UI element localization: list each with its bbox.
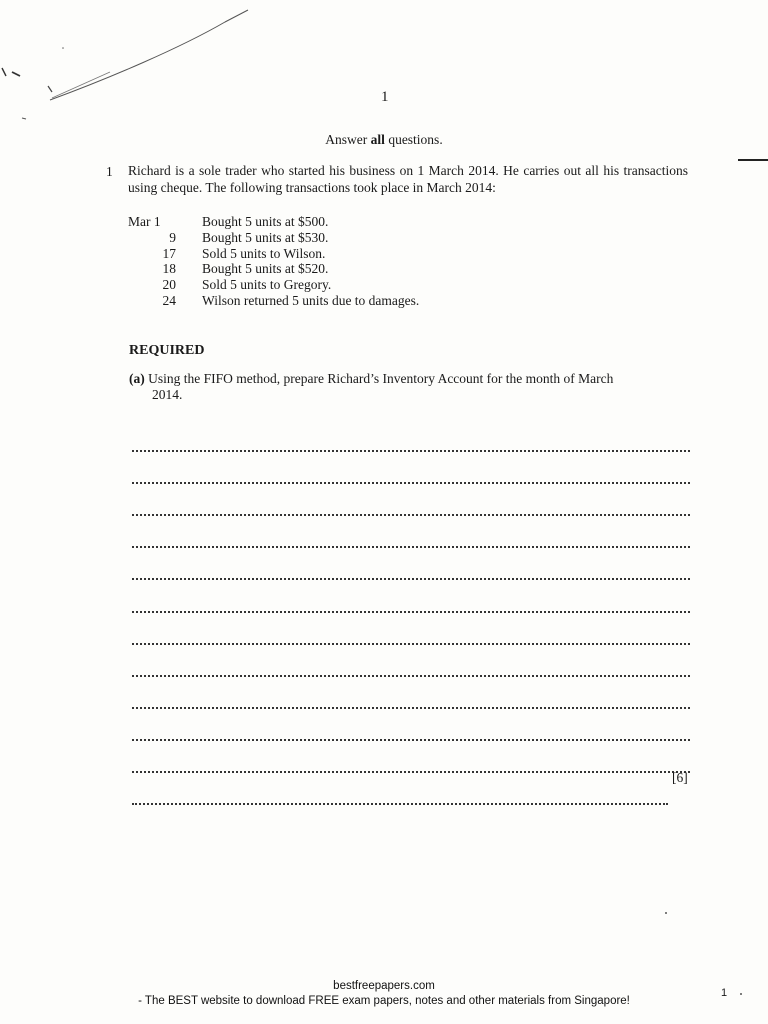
instruction-bold: all — [370, 132, 385, 147]
instruction — [0, 132, 768, 148]
transaction-date: Mar 1 — [128, 214, 161, 229]
pen-tick — [12, 72, 20, 76]
transaction-description: Bought 5 units at $530. — [202, 229, 329, 245]
footer-site: bestfreepapers.com — [333, 980, 435, 992]
transaction-row — [128, 277, 332, 293]
part-a-text-line1: Using the FIFO method, prepare Richard’s Inventory Account for the month of March — [148, 371, 614, 386]
question-number: 1 — [106, 164, 113, 179]
answer-line[interactable] — [132, 420, 690, 452]
answer-line[interactable] — [132, 645, 690, 677]
transaction-description: Sold 5 units to Wilson. — [202, 245, 326, 261]
transaction-date: 17 — [162, 245, 176, 261]
pen-tick — [48, 86, 52, 92]
answer-line[interactable] — [132, 677, 690, 709]
transaction-list — [128, 214, 420, 309]
pen-tick — [22, 118, 26, 119]
answer-line[interactable] — [132, 773, 668, 805]
transaction-date: 20 — [162, 277, 176, 293]
page-number: 1 — [381, 89, 389, 105]
margin-dash — [738, 159, 768, 161]
answer-line[interactable] — [132, 580, 690, 612]
answer-line[interactable] — [132, 741, 690, 773]
pen-stroke — [52, 72, 110, 98]
answer-line[interactable] — [132, 484, 690, 516]
transaction-row — [128, 229, 329, 246]
answer-line[interactable] — [132, 709, 690, 741]
footer-page-number: 1 — [721, 987, 728, 999]
answer-line[interactable] — [132, 548, 690, 580]
footer — [0, 979, 768, 1009]
part-a-question — [129, 371, 688, 403]
transaction-row — [128, 214, 329, 230]
transaction-row — [128, 292, 420, 309]
transaction-date: 18 — [162, 261, 176, 277]
transaction-row — [128, 245, 326, 262]
transaction-description: Bought 5 units at $500. — [202, 214, 329, 229]
transaction-description: Sold 5 units to Gregory. — [202, 277, 332, 293]
answer-line[interactable] — [132, 516, 690, 548]
transaction-date: 24 — [162, 292, 176, 308]
instruction-text-after: questions. — [384, 132, 443, 147]
transaction-description: Bought 5 units at $520. — [202, 261, 329, 277]
pen-dot — [62, 47, 64, 49]
part-a-label: (a) — [129, 371, 145, 386]
part-a-text-line2: 2014. — [152, 387, 183, 402]
scan-speck — [665, 912, 667, 914]
answer-area[interactable] — [132, 420, 690, 805]
marks-allocation: [6] — [672, 770, 688, 785]
footer-tagline: - The BEST website to download FREE exam papers, notes and other materials from Singapore! — [138, 995, 630, 1007]
question-text: Richard is a sole trader who started his business on 1 March 2014. He carries out all his transactions using cheque. The following transactions took place in March 2014: — [128, 163, 688, 195]
transaction-row — [128, 261, 329, 277]
answer-line[interactable] — [132, 613, 690, 645]
pen-stroke — [50, 10, 248, 100]
required-heading: REQUIRED — [129, 343, 205, 358]
transaction-date: 9 — [169, 229, 176, 245]
pen-marks — [0, 0, 768, 140]
instruction-text-before: Answer — [325, 132, 371, 147]
answer-line[interactable] — [132, 452, 690, 484]
transaction-description: Wilson returned 5 units due to damages. — [202, 292, 420, 308]
pen-tick — [2, 68, 6, 76]
